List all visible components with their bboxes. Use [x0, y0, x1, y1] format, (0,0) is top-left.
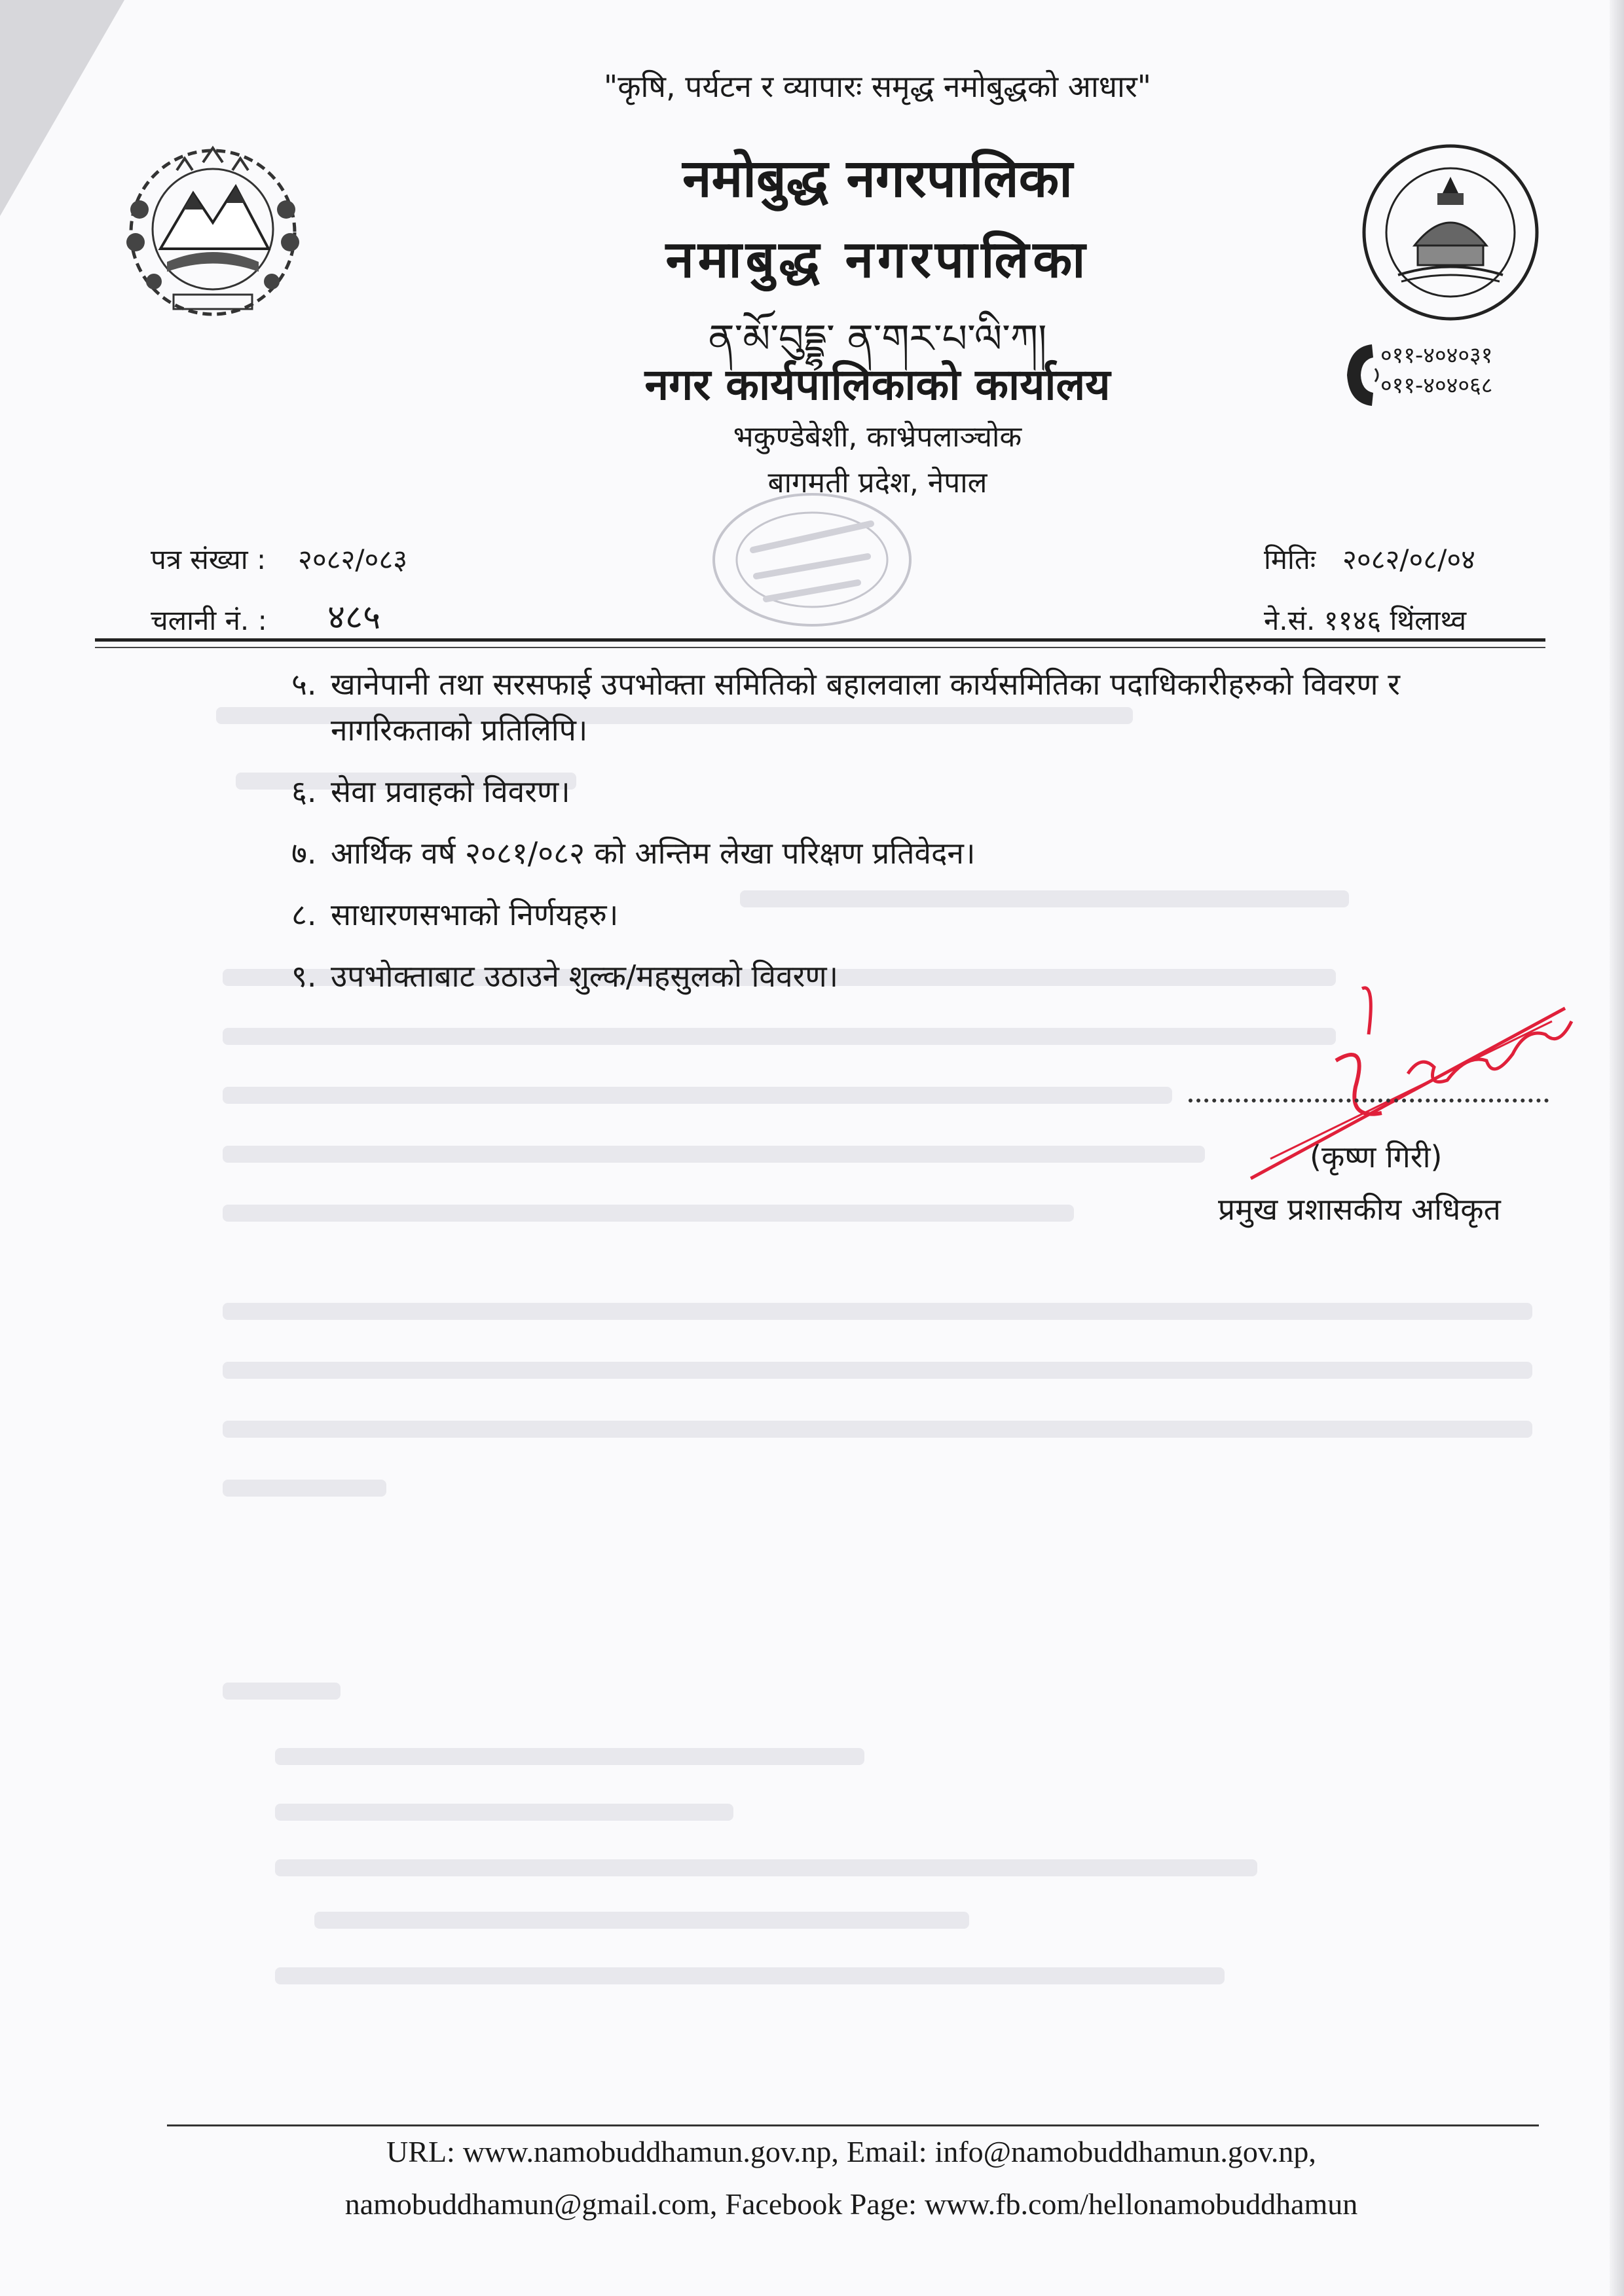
signature-line	[1189, 1099, 1549, 1102]
bleed-through-line	[275, 1748, 864, 1765]
footer-url-label: URL:	[386, 2135, 455, 2168]
signatory-title: प्रमुख प्रशासकीय अधिकृत	[1218, 1192, 1501, 1227]
list-item-number: ७.	[291, 835, 317, 871]
address-line-1: भकुण्डेबेशी, काभ्रेपलाञ्चोक	[733, 420, 1022, 454]
bleed-through-line	[275, 1859, 1257, 1876]
phone-numbers	[1380, 340, 1492, 401]
footer-line-2	[164, 2187, 1539, 2221]
list-item-text: साधारणसभाको निर्णयहरु।	[331, 897, 619, 932]
bleed-through-line	[223, 1146, 1205, 1163]
bleed-through-line	[223, 1480, 386, 1497]
municipality-logo-icon	[1359, 141, 1542, 324]
bleed-through-line	[223, 1421, 1532, 1438]
list-item-text: खानेपानी तथा सरसफाई उपभोक्ता समितिको बहालवाला कार्यसमितिका पदाधिकारीहरुको विवरण र नागरिकताको प्रतिलिपि।	[331, 666, 1400, 748]
motto: "कृषि, पर्यटन र व्यापारः समृद्ध नमोबुद्धको आधार"	[604, 69, 1151, 104]
bleed-through-line	[223, 1028, 1336, 1045]
attachment-list	[291, 661, 1536, 1015]
municipality-name-nepali: नमोबुद्ध नगरपालिका	[682, 148, 1073, 209]
bleed-through-line	[314, 1912, 969, 1929]
footer-website-link[interactable]: www.namobuddhamun.gov.np,	[462, 2135, 839, 2168]
dispatch-number-label: चलानी नं. :	[151, 604, 267, 636]
nepal-sambat-date: ने.सं. ११४६ थिंलाथ्व	[1264, 604, 1467, 636]
address-line-2: बागमती प्रदेश, नेपाल	[767, 466, 987, 500]
bleed-through-line	[275, 1967, 1225, 1984]
folded-corner	[0, 0, 124, 216]
nepal-emblem-icon	[115, 131, 311, 327]
list-item	[291, 892, 1536, 938]
header-divider-thin	[95, 647, 1545, 648]
date-label: मितिः	[1264, 543, 1316, 575]
office-name: नगर कार्यपालिकाको कार्यालय	[644, 359, 1111, 410]
list-item	[291, 830, 1536, 876]
municipality-name-newari: नमाबुद्ध नगरपालिका	[665, 230, 1090, 289]
ref-number-label: पत्र संख्या :	[151, 543, 267, 575]
page-edge-shadow	[1610, 0, 1624, 2296]
phone-number-1: ०११-४०४०३१	[1380, 342, 1493, 369]
list-item-number: ९.	[291, 958, 317, 994]
bleed-through-line	[223, 1303, 1532, 1320]
list-item	[291, 661, 1536, 753]
list-item-text: आर्थिक वर्ष २०८१/०८२ को अन्तिम लेखा परिक्षण प्रतिवेदन।	[331, 835, 976, 871]
list-item-number: ६.	[291, 774, 317, 809]
header-divider	[95, 638, 1545, 642]
bleed-through-line	[223, 1205, 1074, 1222]
list-item-text: उपभोक्ताबाट उठाउने शुल्क/महसुलको विवरण।	[331, 958, 839, 994]
footer-divider	[167, 2124, 1539, 2126]
bleed-through-line	[275, 1804, 733, 1821]
municipality-name-tibetan: ན་མོ་བུདྡྷ་ ན་གར་པ་ལི་ཀ།	[708, 316, 1047, 362]
ref-number-value: २०८२/०८३	[298, 543, 408, 575]
signatory-name: (कृष्ण गिरी)	[1310, 1139, 1443, 1175]
list-item-text: सेवा प्रवाहको विवरण।	[331, 774, 570, 809]
list-item	[291, 769, 1536, 814]
bleed-through-line	[223, 1362, 1532, 1379]
footer-email-link[interactable]: info@namobuddhamun.gov.np,	[934, 2135, 1316, 2168]
footer-email-label: Email:	[846, 2135, 927, 2168]
footer-gmail-link[interactable]: namobuddhamun@gmail.com,	[344, 2187, 718, 2221]
phone-icon	[1339, 339, 1385, 411]
dispatch-number-value: ४८५	[327, 598, 381, 637]
bleed-through-line	[223, 1087, 1172, 1104]
footer-facebook-label: Facebook Page:	[725, 2187, 917, 2221]
date-value: २०८२/०८/०४	[1342, 543, 1476, 575]
bleed-through-line	[223, 1683, 341, 1700]
office-stamp-icon	[701, 484, 923, 635]
footer-line-1	[164, 2134, 1539, 2169]
list-item-number: ८.	[291, 897, 317, 932]
footer-facebook-link[interactable]: www.fb.com/hellonamobuddhamun	[924, 2187, 1358, 2221]
list-item-number: ५.	[291, 666, 317, 702]
phone-number-2: ०११-४०४०६८	[1380, 373, 1493, 399]
